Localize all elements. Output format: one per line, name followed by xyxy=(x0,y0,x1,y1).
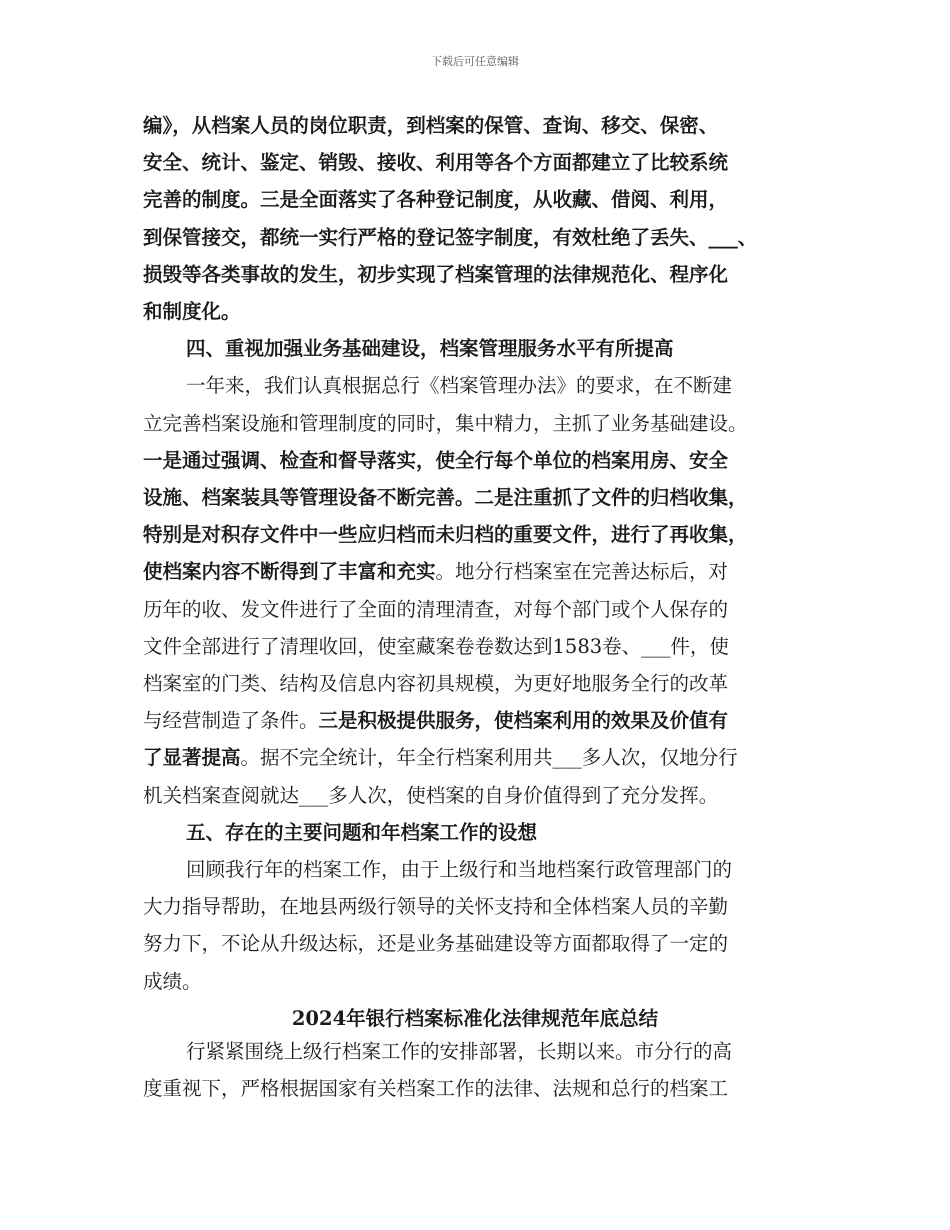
text-segment: 特别是对积存文件中一些应归档而未归档的重要文件，进行了再收集， xyxy=(143,523,748,547)
text-line xyxy=(143,486,748,510)
text-line xyxy=(143,784,718,808)
text-segment: 五、存在的主要问题和年档案工作的设想 xyxy=(186,820,538,844)
text-line xyxy=(143,709,728,733)
text-line xyxy=(143,523,748,547)
text-line xyxy=(186,858,732,882)
text-segment: 机关档案查阅就达___多人次，使档案的自身价值得到了充分发挥。 xyxy=(143,783,719,807)
text-line xyxy=(143,300,241,324)
text-segment: 设施、档案装具等管理设备不断完善。二是注重抓了文件的归档收集， xyxy=(143,486,748,509)
text-segment: 。据不完全统计，年全行档案利用共___多人次，仅地分行 xyxy=(240,746,738,770)
text-line xyxy=(143,746,738,770)
text-segment: 编》，从档案人员的岗位职责，到档案的保管、查询、移交、保密、 xyxy=(143,114,719,137)
text-segment: 文件全部进行了清理收回，使室藏案卷卷数达到1583卷、___件，使 xyxy=(143,634,729,658)
document-title: 2024年银行档案标准化法律规范年底总结 xyxy=(291,1007,659,1030)
text-line xyxy=(143,188,728,212)
text-segment: 了显著提高 xyxy=(143,746,241,770)
text-segment: 立完善档案设施和管理制度的同时，集中精力，主抓了业务基础建设。 xyxy=(143,411,748,435)
text-line xyxy=(143,412,748,436)
text-segment: 和制度化。 xyxy=(143,300,241,323)
text-line xyxy=(143,598,728,622)
text-segment: 一年来，我们认真根据总行《档案管理办法》的要求，在不断建 xyxy=(186,374,733,398)
text-line xyxy=(143,560,728,584)
text-line xyxy=(143,449,728,473)
text-line xyxy=(143,226,757,250)
text-line xyxy=(143,151,728,175)
text-line xyxy=(186,374,732,398)
text-segment: 大力指导帮助，在地县两级行领导的关怀支持和全体档案人员的辛勤 xyxy=(143,895,729,919)
text-segment: 完善的制度。三是全面落实了各种登记制度，从收藏、借阅、利用， xyxy=(143,188,729,212)
text-segment: 努力下，不论从升级达标，还是业务基础建设等方面都取得了一定的 xyxy=(143,932,729,956)
text-line xyxy=(143,114,718,138)
text-segment: 一是通过强调、检查和督导落实，使全行每个单位的档案用房、安全 xyxy=(143,448,729,472)
text-line xyxy=(186,337,674,361)
text-line xyxy=(143,932,728,956)
text-line xyxy=(186,821,537,845)
text-segment: 损毁等各类事故的发生，初步实现了档案管理的法律规范化、程序化 xyxy=(143,262,729,286)
text-line xyxy=(143,672,728,696)
page-header: 下载后可任意编辑 xyxy=(431,55,519,68)
text-segment: 安全、统计、鉴定、销毁、接收、利用等各个方面都建立了比较系统 xyxy=(143,151,729,175)
text-segment: 四、重视加强业务基础建设，档案管理服务水平有所提高 xyxy=(186,337,674,361)
text-line xyxy=(143,263,728,287)
text-segment: 度重视下，严格根据国家有关档案工作的法律、法规和总行的档案工 xyxy=(143,1077,729,1101)
text-segment: 使档案内容不断得到了丰富和充实 xyxy=(143,560,436,584)
text-segment: 到保管接交，都统一实行严格的登记签字制度，有效杜绝了丢失、___、 xyxy=(143,225,758,249)
text-segment: 历年的收、发文件进行了全面的清理清查，对每个部门或个人保存的 xyxy=(143,597,729,621)
text-line xyxy=(143,895,728,919)
text-segment: 行紧紧围绕上级行档案工作的安排部署，长期以来。市分行的高 xyxy=(186,1040,733,1063)
text-segment: 成绩。 xyxy=(143,969,202,993)
text-line xyxy=(143,970,202,994)
text-segment: 。地分行档案室在完善达标后，对 xyxy=(435,560,729,584)
text-line xyxy=(143,635,729,659)
text-segment: 档案室的门类、结构及信息内容初具规模，为更好地服务全行的改革 xyxy=(143,672,729,695)
text-segment: 回顾我行年的档案工作，由于上级行和当地档案行政管理部门的 xyxy=(186,858,733,881)
text-line xyxy=(143,1077,728,1101)
text-segment: 与经营制造了条件。 xyxy=(143,709,319,733)
text-line xyxy=(186,1040,732,1064)
text-segment: 三是积极提供服务，使档案利用的效果及价值有 xyxy=(318,709,729,733)
